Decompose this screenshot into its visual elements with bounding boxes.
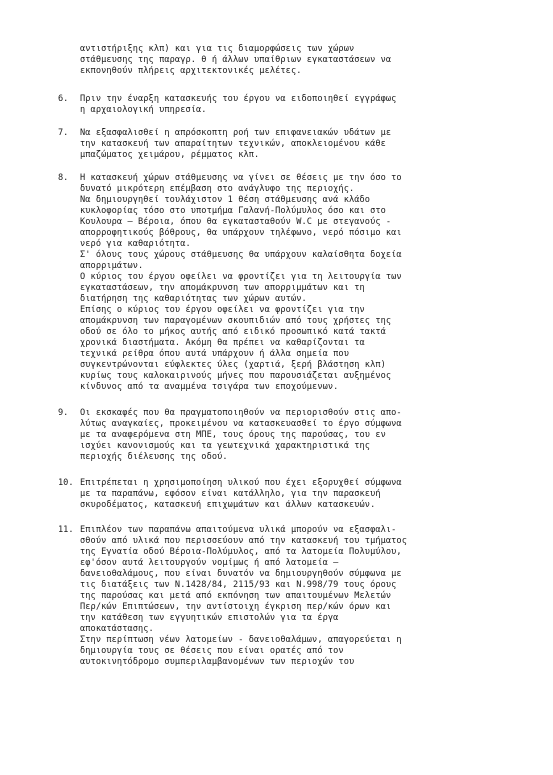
item-line: Περ/κών Επιπτώσεων, την αντίστοιχη έγκριση περ/κών όρων και	[80, 602, 392, 612]
item-line: συγκεντρώνονται εύφλεκτες ύλες (χαρτιά, ξερή βλάστηση κλπ)	[80, 360, 386, 370]
item-line: Επιπλέον των παραπάνω απαιτούμενα υλικά μπορούν να εξασφαλι-	[80, 525, 397, 535]
item-line: περιοχής διέλευσης της οδού.	[80, 452, 228, 462]
item-line: Οι εκσκαφές που θα πραγματοποιηθούν να περιορισθούν στις απο-	[80, 408, 402, 418]
item-line: την κατασκευή των απαραίτητων τεχνικών, αποκλειομένου κάθε	[80, 139, 386, 149]
item-line: Επίσης ο κύριος του έργου οφείλει να φροντίζει για την	[80, 305, 365, 315]
item-line: δανειοθαλάμους, που είναι δυνατόν να δημιουργηθούν σύμφωνα με	[80, 569, 402, 579]
item-line: νερό για καθαριότητα.	[80, 239, 191, 249]
item-line: μπαζώματος χειμάρου, ρέμματος κλπ.	[80, 150, 260, 160]
item-line: αποκατάστασης.	[80, 624, 154, 634]
item-number: 11.	[58, 525, 74, 535]
item-line: της Εγνατία οδού Βέροια-Πολύμυλος, από τα λατομεία Πολυμύλου,	[80, 547, 402, 557]
item-line: Επιτρέπεται η χρησιμοποίηση υλικού που έχει εξορυχθεί σύμφωνα	[80, 478, 402, 488]
item-number: 8.	[58, 173, 69, 183]
item-line: με τα παραπάνω, εφόσον είναι κατάλληλο, για την παρασκευή	[80, 489, 381, 499]
item-number: 9.	[58, 408, 69, 418]
item-line: της παρούσας και μετά από εκπόνηση των απαιτουμένων Μελετών	[80, 591, 392, 601]
item-line: ισχύει κανονισμούς και τα γεωτεχνικά χαρακτηριστικά της	[80, 441, 371, 451]
item-line: με τα αναφερόμενα στη ΜΠΕ, τους όρους της παρούσας, του εν	[80, 430, 386, 440]
item-line: Να δημιουργηθεί τουλάχιστον 1 θέση στάθμευσης ανά κλάδο	[80, 195, 371, 205]
item-line: Ο κύριος του έργου οφείλει να φροντίζει για τη λειτουργία των	[80, 272, 402, 282]
item-line: απορροφητικούς βόθρους, θα υπάρχουν τηλέφωνο, νερό πόσιμο και	[80, 228, 402, 238]
item-line: την κατάθεση των εγγυητικών επιστολών για τα έργα	[80, 613, 339, 623]
item-line: οδού σε όλο το μήκος αυτής από ειδικό προσωπικό κατά τακτά	[80, 327, 386, 337]
item-line: τις διατάξεις των Ν.1428/84, 2115/93 και Ν.998/79 τους όρους	[80, 580, 397, 590]
item-line: τεχνικά ρείθρα όπου αυτά υπάρχουν ή άλλα σημεία που	[80, 349, 349, 359]
item-line: η αρχαιολογική υπηρεσία.	[80, 105, 207, 115]
item-number: 6.	[58, 94, 69, 104]
item-line: δυνατό μικρότερη επέμβαση στο ανάγλυφο της περιοχής.	[80, 184, 355, 194]
intro-line: αντιστήριξης κλπ) και για τις διαμορφώσεις των χώρων	[80, 44, 355, 54]
item-line: σθούν από υλικά που περισσεύουν από την κατασκευή του τμήματος	[80, 536, 407, 546]
item-line: δημιουργία τους σε θέσεις που είναι ορατές από τον	[80, 646, 344, 656]
item-line: χρονικά διαστήματα. Ακόμη θα πρέπει να καθαρίζονται τα	[80, 338, 365, 348]
item-line: σκυροδέματος, κατασκευή επιχωμάτων και άλλων κατασκευών.	[80, 500, 376, 510]
item-line: Σ' όλους τους χώρους στάθμευσης θα υπάρχουν καλαίσθητα δοχεία	[80, 250, 402, 260]
item-line: απομάκρυνση των παραγομένων σκουπιδιών από τους χρήστες της	[80, 316, 392, 326]
item-line: Να εξασφαλισθεί η απρόσκοπτη ροή των επιφανειακών υδάτων με	[80, 128, 392, 138]
item-line: κυρίως τους καλοκαιρινούς μήνες που παρουσιάζεται αυξημένος	[80, 371, 392, 381]
item-line: κίνδυνος από τα αναμμένα τσιγάρα των εποχούμενων.	[80, 382, 339, 392]
item-line: διατήρηση της καθαριότητας των χώρων αυτών.	[80, 294, 307, 304]
item-number: 7.	[58, 128, 69, 138]
item-line: κυκλοφορίας τόσο στο υποτμήμα Γαλανή-Πολύμυλος όσο και στο	[80, 206, 386, 216]
item-line: εφ'όσον αυτά λειτουργούν νομίμως ή από λατομεία –	[80, 558, 339, 568]
item-line: εγκαταστάσεων, την απομάκρυνση των απορριμμάτων και τη	[80, 283, 365, 293]
item-line: Κουλουρα – Βέροια, όπου θα εγκατασταθούν W.C με στεγανούς -	[80, 217, 392, 227]
item-line: Στην περίπτωση νέων λατομείων - δανειοθαλάμων, απαγορεύεται η	[80, 635, 402, 645]
intro-line: στάθμευσης της παραγρ. θ ή άλλων υπαίθριων εγκαταστάσεων να	[80, 55, 392, 65]
item-line: Πριν την έναρξη κατασκευής του έργου να ειδοποιηθεί εγγράφως	[80, 94, 397, 104]
item-line: απορριμάτων.	[80, 261, 144, 271]
intro-line: εκπονηθούν πλήρεις αρχιτεκτονικές μελέτες.	[80, 66, 302, 76]
item-line: Η κατασκευή χώρων στάθμευσης να γίνει σε θέσεις με την όσο το	[80, 173, 402, 183]
item-line: αυτοκινητόδρομο συμπεριλαμβανομένων των περιοχών του	[80, 657, 355, 667]
item-number: 10.	[58, 478, 74, 488]
item-line: λύτως αναγκαίες, προκειμένου να κατασκευασθεί το έργο σύμφωνα	[80, 419, 402, 429]
